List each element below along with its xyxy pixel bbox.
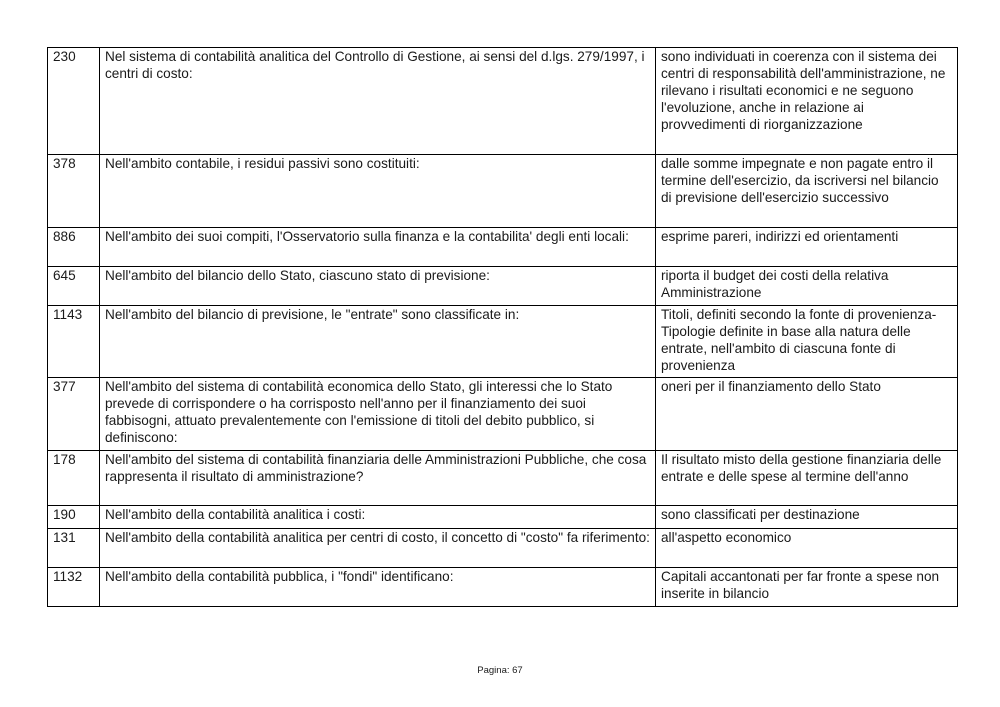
question-id-cell: 131 bbox=[48, 529, 100, 568]
answer-cell: all'aspetto economico bbox=[656, 529, 958, 568]
table-row bbox=[48, 568, 958, 607]
table-row bbox=[48, 506, 958, 529]
answer-cell: sono individuati in coerenza con il sistema dei centri di responsabilità dell'amministrazione, ne rilevano i risultati economici e ne seguono l'evoluzione, anche in relazione ai provvedimenti di riorganizzazione bbox=[656, 48, 958, 155]
question-id-cell: 378 bbox=[48, 155, 100, 228]
table-row bbox=[48, 529, 958, 568]
answer-cell: Capitali accantonati per far fronte a spese non inserite in bilancio bbox=[656, 568, 958, 607]
question-id-cell: 1143 bbox=[48, 306, 100, 378]
answer-cell: dalle somme impegnate e non pagate entro il termine dell'esercizio, da iscriversi nel bilancio di previsione dell'esercizio successivo bbox=[656, 155, 958, 228]
question-cell: Nell'ambito dei suoi compiti, l'Osservatorio sulla finanza e la contabilita' degli enti locali: bbox=[100, 228, 656, 267]
answer-cell: esprime pareri, indirizzi ed orientamenti bbox=[656, 228, 958, 267]
table-row bbox=[48, 48, 958, 155]
question-id-cell: 178 bbox=[48, 451, 100, 506]
table-row bbox=[48, 378, 958, 451]
question-cell: Nell'ambito del bilancio di previsione, le "entrate" sono classificate in: bbox=[100, 306, 656, 378]
question-cell: Nel sistema di contabilità analitica del Controllo di Gestione, ai sensi del d.lgs. 279/1997, i centri di costo: bbox=[100, 48, 656, 155]
answer-cell: riporta il budget dei costi della relativa Amministrazione bbox=[656, 267, 958, 306]
question-cell: Nell'ambito della contabilità pubblica, i "fondi" identificano: bbox=[100, 568, 656, 607]
question-id-cell: 886 bbox=[48, 228, 100, 267]
question-id-cell: 377 bbox=[48, 378, 100, 451]
question-cell: Nell'ambito del sistema di contabilità finanziaria delle Amministrazioni Pubbliche, che cosa rappresenta il risultato di amministrazione? bbox=[100, 451, 656, 506]
question-answer-table bbox=[47, 47, 958, 607]
table-row bbox=[48, 451, 958, 506]
page-number: Pagina: 67 bbox=[477, 665, 523, 676]
answer-cell: oneri per il finanziamento dello Stato bbox=[656, 378, 958, 451]
answer-cell: sono classificati per destinazione bbox=[656, 506, 958, 529]
question-cell: Nell'ambito del bilancio dello Stato, ciascuno stato di previsione: bbox=[100, 267, 656, 306]
table-row bbox=[48, 228, 958, 267]
table-row bbox=[48, 306, 958, 378]
question-id-cell: 230 bbox=[48, 48, 100, 155]
table-row bbox=[48, 267, 958, 306]
question-cell: Nell'ambito contabile, i residui passivi sono costituiti: bbox=[100, 155, 656, 228]
question-id-cell: 190 bbox=[48, 506, 100, 529]
answer-cell: Titoli, definiti secondo la fonte di provenienza- Tipologie definite in base alla natura delle entrate, nell'ambito di ciascuna fonte di provenienza bbox=[656, 306, 958, 378]
question-cell: Nell'ambito della contabilità analitica i costi: bbox=[100, 506, 656, 529]
question-cell: Nell'ambito della contabilità analitica per centri di costo, il concetto di "costo" fa riferimento: bbox=[100, 529, 656, 568]
question-cell: Nell'ambito del sistema di contabilità economica dello Stato, gli interessi che lo Stato prevede di corrispondere o ha corrisposto nell'anno per il finanziamento dei suoi fabbisogni, attuato prevalentemente con l'emissione di titoli del debito pubblico, si definiscono: bbox=[100, 378, 656, 451]
answer-cell: Il risultato misto della gestione finanziaria delle entrate e delle spese al termine dell'anno bbox=[656, 451, 958, 506]
question-id-cell: 1132 bbox=[48, 568, 100, 607]
table-row bbox=[48, 155, 958, 228]
question-id-cell: 645 bbox=[48, 267, 100, 306]
